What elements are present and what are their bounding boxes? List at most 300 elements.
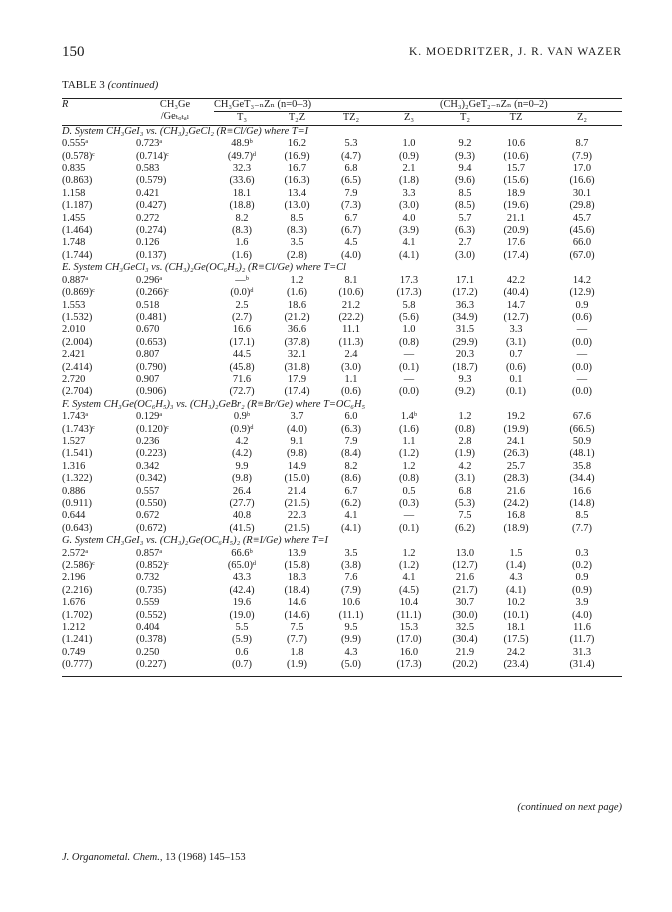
- table-cell: 0.9: [575, 299, 589, 311]
- table-cell: (0.579): [136, 175, 167, 187]
- table-row: [62, 436, 622, 448]
- table-cell: 4.1: [402, 237, 416, 249]
- table-cell: 8.5: [290, 212, 304, 224]
- table-cell: 18.3: [287, 572, 307, 584]
- table-cell: (29.8): [569, 200, 595, 212]
- table-cell: (11.3): [338, 336, 364, 348]
- table-cell: (15.0): [284, 473, 310, 485]
- table-cell: 2.572ᵃ: [62, 547, 89, 559]
- table-cell: (8.3): [232, 225, 252, 237]
- section-title-text: E. System CH₃GeCl₃ vs. (CH₃)₂Ge(OC₆H₅)₂ (R≡Cl/Ge) where T=Cl: [62, 262, 346, 274]
- table-cell: 66.6ᵇ: [231, 547, 253, 559]
- table-cell: (15.6): [503, 175, 529, 187]
- table-cell: 35.8: [572, 460, 592, 472]
- table-cell: 0.7: [509, 349, 523, 361]
- table-cell: 40.8: [232, 510, 252, 522]
- table-cell: 36.3: [455, 299, 475, 311]
- table-cell: (7.9): [572, 150, 592, 162]
- table-cell: (0.714)ᶜ: [136, 150, 169, 162]
- table-cell: (7.7): [572, 522, 592, 534]
- table-cell: 2.1: [402, 163, 416, 175]
- table-row: [62, 647, 622, 659]
- table-cell: (5.3): [455, 498, 475, 509]
- table-cell: 1.0: [402, 324, 416, 336]
- table-cell: 0.236: [136, 435, 160, 447]
- table-cell: 6.7: [344, 212, 358, 224]
- table-cell: 0.129ᵃ: [136, 411, 163, 423]
- table-cell: 11.6: [573, 622, 591, 634]
- table-cell: 0.126: [136, 237, 160, 249]
- table-cell: 45.7: [572, 212, 592, 224]
- table-cell: 0.342: [136, 460, 160, 472]
- table-cell: 16.6: [232, 324, 252, 336]
- table-cell: (48.1): [569, 448, 595, 460]
- table-cell: 1.158: [62, 187, 86, 199]
- table-cell: (0.653): [136, 336, 167, 348]
- table-cell: 8.5: [575, 510, 589, 522]
- table-cell: (1.2): [399, 448, 419, 460]
- table-cell: 1.553: [62, 299, 86, 311]
- table-cell: 1.1: [402, 435, 416, 447]
- table-cell: (1.6): [232, 249, 252, 261]
- section-title: [62, 125, 622, 138]
- section-title: [62, 535, 622, 547]
- table-row: [62, 523, 622, 535]
- table-cell: 3.3: [402, 187, 416, 199]
- table-cell: (6.3): [455, 225, 475, 237]
- table-cell: (5.6): [399, 311, 419, 323]
- table-cell: 6.8: [458, 485, 472, 497]
- table-cell: (21.7): [452, 584, 478, 596]
- table-caption-note: (continued): [107, 79, 159, 91]
- table-cell: 5.5: [235, 622, 249, 634]
- table-cell: 5.8: [402, 299, 416, 311]
- table-cell: 3.9: [575, 597, 589, 609]
- table-cell: (6.3): [341, 423, 361, 435]
- table-cell: (16.3): [284, 175, 310, 187]
- table-cell: 9.5: [344, 622, 358, 634]
- table-cell: (14.6): [284, 609, 310, 621]
- table-cell: 30.1: [572, 187, 592, 199]
- table-cell: 16.0: [399, 646, 419, 658]
- table-cell: (45.8): [229, 361, 255, 373]
- table-cell: (42.4): [229, 584, 255, 596]
- table-cell: (18.7): [452, 361, 478, 373]
- table-cell: 1.316: [62, 460, 86, 472]
- table-cell: (0.427): [136, 200, 167, 212]
- table-cell: (0.863): [62, 175, 93, 187]
- table-cell: —: [576, 373, 588, 385]
- table-cell: 11.1: [342, 324, 360, 336]
- table-cell: 9.2: [458, 138, 472, 150]
- table-cell: 24.2: [506, 646, 526, 658]
- table-cell: 14.9: [287, 460, 307, 472]
- table-cell: (11.1): [396, 609, 422, 621]
- table-cell: (18.4): [284, 584, 310, 596]
- table-cell: (4.2): [232, 448, 252, 460]
- table-cell: (0.378): [136, 634, 167, 646]
- table-cell: (3.8): [341, 560, 361, 572]
- table-cell: 4.0: [402, 212, 416, 224]
- table-cell: 21.9: [455, 646, 475, 658]
- table-cell: (17.3): [396, 659, 422, 671]
- table-cell: 66.0: [572, 237, 592, 249]
- table-cell: (0.6): [506, 361, 526, 373]
- table-cell: (1.702): [62, 609, 93, 621]
- table-row: [62, 225, 622, 237]
- table-cell: (3.0): [399, 200, 419, 212]
- table-cell: 10.6: [506, 138, 526, 150]
- table-row: [62, 188, 622, 200]
- table-cell: 7.5: [290, 622, 304, 634]
- header-col-t3: T₃: [237, 112, 247, 124]
- table-cell: (31.4): [569, 659, 595, 671]
- table-cell: 71.6: [232, 373, 252, 385]
- table-caption-label: TABLE 3: [62, 79, 105, 91]
- header-col-t2: T₂: [460, 112, 470, 124]
- table-cell: 3.5: [290, 237, 304, 249]
- table-cell: (20.9): [503, 225, 529, 237]
- table-cell: (40.4): [503, 287, 529, 299]
- table-cell: 19.2: [506, 411, 526, 423]
- table-cell: (19.6): [503, 200, 529, 212]
- table-row: [62, 163, 622, 175]
- table-cell: (9.2): [455, 386, 475, 398]
- table-row: [62, 424, 622, 436]
- table-cell: (10.1): [503, 609, 529, 621]
- journal-reference: 13 (1968) 145–153: [165, 852, 246, 863]
- table-cell: (34.9): [452, 311, 478, 323]
- table-cell: 1.4ᵇ: [400, 411, 418, 423]
- table-cell: (8.6): [341, 473, 361, 485]
- table-cell: 21.2: [341, 299, 361, 311]
- table-cell: (0.550): [136, 498, 167, 509]
- table-cell: 21.4: [287, 485, 307, 497]
- table-cell: 1.2: [402, 547, 416, 559]
- table-cell: (66.5): [569, 423, 595, 435]
- table-cell: 4.5: [344, 237, 358, 249]
- table-cell: 44.5: [232, 349, 252, 361]
- table-cell: (20.2): [452, 659, 478, 671]
- table-cell: 0.5: [402, 485, 416, 497]
- table-cell: 0.9ᵇ: [233, 411, 251, 423]
- table-cell: 8.1: [344, 274, 358, 286]
- table-cell: (0.9): [399, 150, 419, 162]
- table-cell: 7.9: [344, 187, 358, 199]
- table-cell: (3.9): [399, 225, 419, 237]
- table-cell: —: [576, 349, 588, 361]
- table-cell: (0.578)ᶜ: [62, 150, 95, 162]
- table-cell: (0.1): [399, 522, 419, 534]
- table-cell: 1.2: [402, 460, 416, 472]
- header-ratio: [136, 99, 214, 125]
- table-cell: 13.9: [287, 547, 307, 559]
- table-cell: 0.1: [509, 373, 523, 385]
- table-cell: 0.555ᵃ: [62, 138, 89, 150]
- header-col-tz2: TZ₂: [342, 112, 360, 124]
- table-cell: 0.557: [136, 485, 160, 497]
- table-cell: 17.0: [572, 163, 592, 175]
- table-cell: (0.9)ᵈ: [230, 423, 254, 435]
- table-cell: 32.5: [455, 622, 475, 634]
- table-cell: 15.7: [506, 163, 526, 175]
- table-cell: 31.5: [455, 324, 475, 336]
- table-row: [62, 312, 622, 324]
- table-cell: (0.735): [136, 584, 167, 596]
- table-cell: (14.8): [569, 498, 595, 509]
- table-cell: (0.137): [136, 249, 167, 261]
- table-cell: 36.6: [287, 324, 307, 336]
- table-cell: —: [403, 349, 415, 361]
- table-row: [62, 324, 622, 336]
- table-cell: 4.3: [509, 572, 523, 584]
- table-cell: 14.7: [506, 299, 526, 311]
- table-cell: 13.4: [287, 187, 307, 199]
- table-cell: (1.744): [62, 249, 93, 261]
- data-table: [62, 98, 622, 677]
- table-cell: (0.120)ᶜ: [136, 423, 169, 435]
- table-cell: (0.7): [232, 659, 252, 671]
- table-cell: (0.643): [62, 522, 93, 534]
- table-row: [62, 461, 622, 473]
- table-cell: (0.8): [399, 336, 419, 348]
- table-cell: 0.3: [575, 547, 589, 559]
- table-cell: (4.0): [341, 249, 361, 261]
- table-cell: 0.835: [62, 163, 86, 175]
- table-cell: 9.3: [458, 373, 472, 385]
- table-cell: 5.7: [458, 212, 472, 224]
- table-cell: (9.9): [341, 634, 361, 646]
- table-cell: (0.911): [62, 498, 92, 509]
- table-cell: (9.6): [455, 175, 475, 187]
- table-cell: (4.1): [399, 249, 419, 261]
- table-cell: 10.2: [506, 597, 526, 609]
- table-cell: (72.7): [229, 386, 255, 398]
- table-cell: (16.6): [569, 175, 595, 187]
- table-cell: (19.9): [503, 423, 529, 435]
- table-cell: 0.723ᵃ: [136, 138, 163, 150]
- table-cell: (7.9): [341, 584, 361, 596]
- journal-name: J. Organometal. Chem.,: [62, 852, 163, 863]
- page-number: 150: [62, 44, 85, 60]
- table-cell: (2.004): [62, 336, 93, 348]
- table-cell: 21.6: [455, 572, 475, 584]
- table-cell: 20.3: [455, 349, 475, 361]
- table-row: [62, 237, 622, 249]
- journal-footer: [62, 852, 246, 863]
- table-cell: 1.5: [509, 547, 523, 559]
- table-cell: (0.223): [136, 448, 167, 460]
- table-cell: (15.8): [284, 560, 310, 572]
- table-cell: 4.2: [458, 460, 472, 472]
- table-cell: (0.266)ᶜ: [136, 287, 169, 299]
- table-cell: 8.2: [235, 212, 249, 224]
- table-row: [62, 659, 622, 671]
- table-cell: 1.0: [402, 138, 416, 150]
- table-cell: (1.9): [287, 659, 307, 671]
- table-cell: 18.1: [506, 622, 526, 634]
- table-cell: 22.3: [287, 510, 307, 522]
- table-cell: 0.857ᵃ: [136, 547, 163, 559]
- table-cell: 26.4: [232, 485, 252, 497]
- table-cell: 1.2: [458, 411, 472, 423]
- header-ratio-line1: CH₃Ge: [159, 99, 191, 110]
- table-cell: 16.2: [287, 138, 307, 150]
- table-cell: (8.3): [287, 225, 307, 237]
- table-cell: (18.9): [503, 522, 529, 534]
- table-cell: 2.4: [344, 349, 358, 361]
- table-cell: 1.748: [62, 237, 86, 249]
- table-row: [62, 486, 622, 498]
- table-cell: (1.6): [399, 423, 419, 435]
- table-cell: (0.1): [506, 386, 526, 398]
- table-row: [62, 300, 622, 312]
- table-cell: 1.743ᵃ: [62, 411, 89, 423]
- table-cell: (33.6): [229, 175, 255, 187]
- table-cell: 1.2: [290, 274, 304, 286]
- table-cell: (0.0): [399, 386, 419, 398]
- table-cell: (0.9): [572, 584, 592, 596]
- table-cell: 48.9ᵇ: [231, 138, 253, 150]
- table-row: [62, 349, 622, 361]
- table-cell: (9.8): [232, 473, 252, 485]
- table-cell: 0.749: [62, 646, 86, 658]
- table-cell: 7.6: [344, 572, 358, 584]
- table-cell: 0.518: [136, 299, 160, 311]
- table-cell: (1.6): [287, 287, 307, 299]
- table-cell: 0.732: [136, 572, 160, 584]
- table-cell: 17.3: [399, 274, 419, 286]
- table-row: [62, 337, 622, 349]
- table-cell: 4.1: [402, 572, 416, 584]
- section-title: [62, 399, 622, 411]
- table-caption: [62, 79, 158, 91]
- table-cell: (7.3): [341, 200, 361, 212]
- table-cell: 2.720: [62, 373, 86, 385]
- table-row: [62, 213, 622, 225]
- table-cell: (30.0): [452, 609, 478, 621]
- table-cell: (9.3): [455, 150, 475, 162]
- table-cell: 18.9: [506, 187, 526, 199]
- header-ratio-line2: /Geₜₒₜₐₗ: [160, 111, 190, 123]
- table-cell: 18.1: [232, 187, 252, 199]
- table-cell: (3.1): [455, 473, 475, 485]
- table-cell: (45.6): [569, 225, 595, 237]
- table-cell: (7.7): [287, 634, 307, 646]
- table-cell: 8.7: [575, 138, 589, 150]
- table-cell: (0.1): [399, 361, 419, 373]
- table-cell: (17.4): [284, 386, 310, 398]
- table-cell: (3.0): [455, 249, 475, 261]
- table-cell: 0.672: [136, 510, 160, 522]
- table-cell: 9.4: [458, 163, 472, 175]
- table-row: [62, 634, 622, 646]
- table-cell: 6.8: [344, 163, 358, 175]
- table-cell: (49.7)ᵈ: [227, 150, 257, 162]
- table-cell: (4.5): [399, 584, 419, 596]
- continued-note: (continued on next page): [517, 802, 622, 813]
- table-cell: (10.6): [503, 150, 529, 162]
- table-cell: (2.8): [287, 249, 307, 261]
- table-cell: 8.2: [344, 460, 358, 472]
- table-cell: (26.3): [503, 448, 529, 460]
- table-cell: (10.6): [338, 287, 364, 299]
- header-r: R: [62, 99, 69, 110]
- table-cell: (11.1): [338, 609, 364, 621]
- table-cell: (1.464): [62, 225, 93, 237]
- table-cell: (17.2): [452, 287, 478, 299]
- table-cell: 0.644: [62, 510, 86, 522]
- table-cell: (2.586)ᶜ: [62, 560, 95, 572]
- table-cell: (2.414): [62, 361, 93, 373]
- table-cell: (0.869)ᶜ: [62, 287, 95, 299]
- table-cell: 32.1: [287, 349, 307, 361]
- table-cell: 0.907: [136, 373, 160, 385]
- table-cell: 17.6: [506, 237, 526, 249]
- table-cell: (12.9): [569, 287, 595, 299]
- table-cell: 14.2: [572, 274, 592, 286]
- table-cell: (0.852)ᶜ: [136, 560, 169, 572]
- table-cell: 17.9: [287, 373, 307, 385]
- table-cell: (0.3): [399, 498, 419, 509]
- table-cell: 0.272: [136, 212, 160, 224]
- table-cell: 1.1: [344, 373, 358, 385]
- table-cell: 67.6: [572, 411, 592, 423]
- table-cell: (31.8): [284, 361, 310, 373]
- table-cell: (1.541): [62, 448, 93, 460]
- table-row: [62, 473, 622, 485]
- table-row: [62, 411, 622, 423]
- table-cell: (17.1): [229, 336, 255, 348]
- table-cell: (1.743)ᶜ: [62, 423, 95, 435]
- table-row: [62, 250, 622, 262]
- table-row: [62, 510, 622, 522]
- table-cell: (17.0): [396, 634, 422, 646]
- table-cell: 6.0: [344, 411, 358, 423]
- table-cell: (34.4): [569, 473, 595, 485]
- table-cell: (0.6): [341, 386, 361, 398]
- header-col-tz: TZ: [509, 112, 523, 124]
- table-cell: (0.274): [136, 225, 167, 237]
- table-cell: (28.3): [503, 473, 529, 485]
- table-cell: (2.216): [62, 584, 93, 596]
- table-cell: 4.2: [235, 435, 249, 447]
- table-cell: 3.5: [344, 547, 358, 559]
- header-group-dimethyl: (CH₃)₂GeT₂₋ₙZₙ (n=0–2): [440, 99, 622, 112]
- table-cell: 21.1: [506, 212, 526, 224]
- table-cell: 0.9: [575, 572, 589, 584]
- table-cell: 3.7: [290, 411, 304, 423]
- table-cell: (2.7): [232, 311, 252, 323]
- header-col-z3: Z₃: [404, 112, 414, 124]
- table-cell: (67.0): [569, 249, 595, 261]
- table-cell: 0.583: [136, 163, 160, 175]
- table-cell: (21.5): [284, 522, 310, 534]
- table-row: [62, 362, 622, 374]
- table-cell: (8.4): [341, 448, 361, 460]
- table-cell: —ᵇ: [235, 274, 249, 286]
- table-cell: 13.0: [455, 547, 475, 559]
- table-cell: (0.342): [136, 473, 167, 485]
- header-group-monomethyl: CH₃GeT₃₋ₙZₙ (n=0–3): [214, 99, 440, 112]
- table-cell: (1.241): [62, 634, 93, 646]
- table-cell: (0.227): [136, 659, 167, 671]
- table-cell: 3.3: [509, 324, 523, 336]
- table-cell: (5.9): [232, 634, 252, 646]
- table-cell: 1.455: [62, 212, 86, 224]
- table-cell: (0.8): [399, 473, 419, 485]
- table-row: [62, 498, 622, 510]
